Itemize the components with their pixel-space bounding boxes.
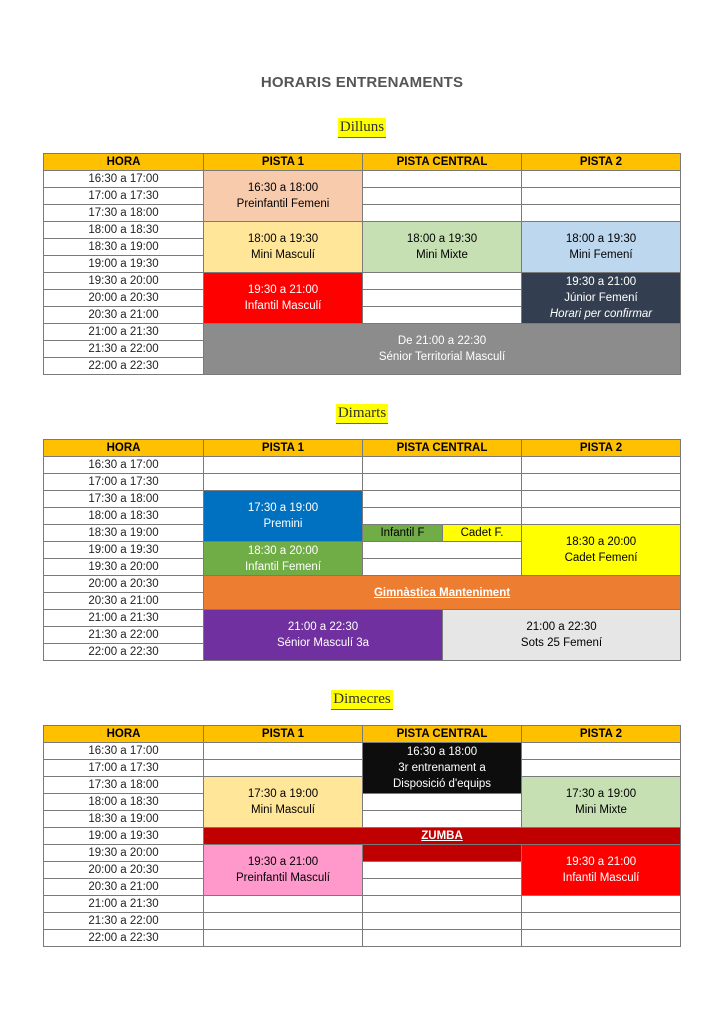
table-row <box>44 508 681 525</box>
table-row <box>44 324 681 341</box>
hora-header: HORA <box>44 440 204 457</box>
empty-cell <box>363 811 522 828</box>
empty-cell <box>363 474 522 491</box>
empty-cell <box>363 542 522 559</box>
header-row <box>44 154 681 171</box>
empty-cell <box>363 205 522 222</box>
schedule-dimecres <box>43 725 681 947</box>
hour-cell: 22:00 a 22:30 <box>44 358 204 375</box>
empty-cell <box>522 491 681 508</box>
session-3r-entrenament: 16:30 a 18:00 3r entrenament a Disposició d'equips <box>363 743 522 794</box>
session-sots-25-femeni: 21:00 a 22:30 Sots 25 Femení <box>443 610 681 661</box>
hora-header: HORA <box>44 154 204 171</box>
hour-cell: 18:00 a 18:30 <box>44 222 204 239</box>
empty-cell <box>204 743 363 760</box>
hour-cell: 19:30 a 20:00 <box>44 559 204 576</box>
empty-cell <box>363 559 522 576</box>
central-header: PISTA CENTRAL <box>363 154 522 171</box>
empty-cell <box>363 913 522 930</box>
table-row <box>44 913 681 930</box>
hour-cell: 20:30 a 21:00 <box>44 593 204 610</box>
empty-cell <box>522 205 681 222</box>
hour-cell: 17:00 a 17:30 <box>44 760 204 777</box>
hour-cell: 18:00 a 18:30 <box>44 508 204 525</box>
session-mini-femeni: 18:00 a 19:30 Mini Femení <box>522 222 681 273</box>
session-mini-mixte: 17:30 a 19:00 Mini Mixte <box>522 777 681 828</box>
hour-cell: 19:30 a 20:00 <box>44 845 204 862</box>
session-infantil-femeni: 18:30 a 20:00 Infantil Femení <box>204 542 363 576</box>
hour-cell: 22:00 a 22:30 <box>44 930 204 947</box>
schedule-dilluns <box>43 153 681 375</box>
pista2-header: PISTA 2 <box>522 154 681 171</box>
hour-cell: 21:00 a 21:30 <box>44 610 204 627</box>
empty-cell <box>363 794 522 811</box>
session-mini-mixte: 18:00 a 19:30 Mini Mixte <box>363 222 522 273</box>
table-row <box>44 188 681 205</box>
pista1-header: PISTA 1 <box>204 154 363 171</box>
empty-cell <box>204 930 363 947</box>
session-cadet-femeni: 18:30 a 20:00 Cadet Femení <box>522 525 681 576</box>
hour-cell: 21:30 a 22:00 <box>44 913 204 930</box>
hour-cell: 20:00 a 20:30 <box>44 290 204 307</box>
table-row <box>44 845 681 862</box>
session-premini: 17:30 a 19:00 Premini <box>204 491 363 542</box>
table-row <box>44 576 681 593</box>
hour-cell: 20:30 a 21:00 <box>44 879 204 896</box>
empty-cell <box>522 508 681 525</box>
hour-cell: 19:00 a 19:30 <box>44 542 204 559</box>
table-row <box>44 222 681 239</box>
hour-cell: 21:30 a 22:00 <box>44 341 204 358</box>
session-senior-territorial-masculi: De 21:00 a 22:30 Sénior Territorial Masculí <box>204 324 681 375</box>
session-mini-masculi: 18:00 a 19:30 Mini Masculí <box>204 222 363 273</box>
session-senior-masculi-3a: 21:00 a 22:30 Sénior Masculí 3a <box>204 610 443 661</box>
session-gimnastica-manteniment: Gimnàstica Manteniment <box>204 576 681 610</box>
empty-cell <box>363 879 522 896</box>
hour-cell: 20:00 a 20:30 <box>44 576 204 593</box>
empty-cell <box>363 457 522 474</box>
empty-cell <box>522 743 681 760</box>
empty-cell <box>363 171 522 188</box>
hour-cell: 17:30 a 18:00 <box>44 777 204 794</box>
empty-cell <box>204 457 363 474</box>
table-row <box>44 896 681 913</box>
empty-cell <box>363 290 522 307</box>
hour-cell: 18:30 a 19:00 <box>44 239 204 256</box>
session-mini-masculi: 17:30 a 19:00 Mini Masculí <box>204 777 363 828</box>
hour-cell: 20:30 a 21:00 <box>44 307 204 324</box>
empty-cell <box>522 896 681 913</box>
table-row <box>44 930 681 947</box>
empty-cell <box>363 307 522 324</box>
empty-cell <box>522 457 681 474</box>
hour-cell: 17:00 a 17:30 <box>44 474 204 491</box>
table-row <box>44 760 681 777</box>
empty-cell <box>522 930 681 947</box>
pista1-header: PISTA 1 <box>204 440 363 457</box>
table-row <box>44 273 681 290</box>
hour-cell: 18:30 a 19:00 <box>44 811 204 828</box>
page-title: HORARIS ENTRENAMENTS <box>260 74 464 91</box>
table-row <box>44 610 681 627</box>
session-zumba: ZUMBA <box>204 828 681 845</box>
hour-cell: 19:00 a 19:30 <box>44 828 204 845</box>
hour-cell: 21:30 a 22:00 <box>44 627 204 644</box>
schedule-dimarts <box>43 439 681 661</box>
hour-cell: 21:00 a 21:30 <box>44 324 204 341</box>
empty-cell <box>363 862 522 879</box>
header-row <box>44 440 681 457</box>
empty-cell <box>522 913 681 930</box>
hour-cell: 19:30 a 20:00 <box>44 273 204 290</box>
hour-cell: 16:30 a 17:00 <box>44 171 204 188</box>
empty-cell <box>204 760 363 777</box>
session-infantil-f: Infantil F <box>363 525 443 542</box>
hour-cell: 21:00 a 21:30 <box>44 896 204 913</box>
table-row <box>44 743 681 760</box>
table-row <box>44 457 681 474</box>
hora-header: HORA <box>44 726 204 743</box>
session-preinfantil-femeni: 16:30 a 18:00 Preinfantil Femeni <box>204 171 363 222</box>
table-row <box>44 491 681 508</box>
empty-cell <box>363 273 522 290</box>
session-infantil-masculi: 19:30 a 21:00 Infantil Masculí <box>522 845 681 896</box>
table-row <box>44 525 681 542</box>
hour-cell: 19:00 a 19:30 <box>44 256 204 273</box>
hour-cell: 17:30 a 18:00 <box>44 205 204 222</box>
day-title-dimecres: Dimecres <box>0 690 724 710</box>
session-junior-femeni: 19:30 a 21:00 Júnior Femení Horari per confirmar <box>522 273 681 324</box>
table-row <box>44 777 681 794</box>
central-header: PISTA CENTRAL <box>363 440 522 457</box>
empty-cell <box>363 188 522 205</box>
pista2-header: PISTA 2 <box>522 726 681 743</box>
hour-cell: 17:30 a 18:00 <box>44 491 204 508</box>
pista1-header: PISTA 1 <box>204 726 363 743</box>
empty-cell <box>522 474 681 491</box>
empty-cell <box>522 188 681 205</box>
empty-cell <box>363 491 522 508</box>
day-title-dilluns: Dilluns <box>0 118 724 138</box>
hour-cell: 18:30 a 19:00 <box>44 525 204 542</box>
central-header: PISTA CENTRAL <box>363 726 522 743</box>
empty-cell <box>204 474 363 491</box>
table-row <box>44 474 681 491</box>
table-row <box>44 828 681 845</box>
session-infantil-masculi: 19:30 a 21:00 Infantil Masculí <box>204 273 363 324</box>
empty-cell <box>204 896 363 913</box>
empty-cell <box>363 508 522 525</box>
table-row <box>44 205 681 222</box>
session-preinfantil-masculi: 19:30 a 21:00 Preinfantil Masculí <box>204 845 363 896</box>
hour-cell: 18:00 a 18:30 <box>44 794 204 811</box>
hour-cell: 16:30 a 17:00 <box>44 743 204 760</box>
session-cadet-f: Cadet F. <box>443 525 522 542</box>
empty-cell <box>522 171 681 188</box>
hour-cell: 16:30 a 17:00 <box>44 457 204 474</box>
hour-cell: 17:00 a 17:30 <box>44 188 204 205</box>
empty-cell <box>363 896 522 913</box>
day-title-dimarts: Dimarts <box>0 404 724 424</box>
pista2-header: PISTA 2 <box>522 440 681 457</box>
zumba-extension-cell <box>363 845 522 862</box>
table-row <box>44 171 681 188</box>
hour-cell: 20:00 a 20:30 <box>44 862 204 879</box>
empty-cell <box>522 760 681 777</box>
empty-cell <box>204 913 363 930</box>
header-row <box>44 726 681 743</box>
empty-cell <box>363 930 522 947</box>
hour-cell: 22:00 a 22:30 <box>44 644 204 661</box>
